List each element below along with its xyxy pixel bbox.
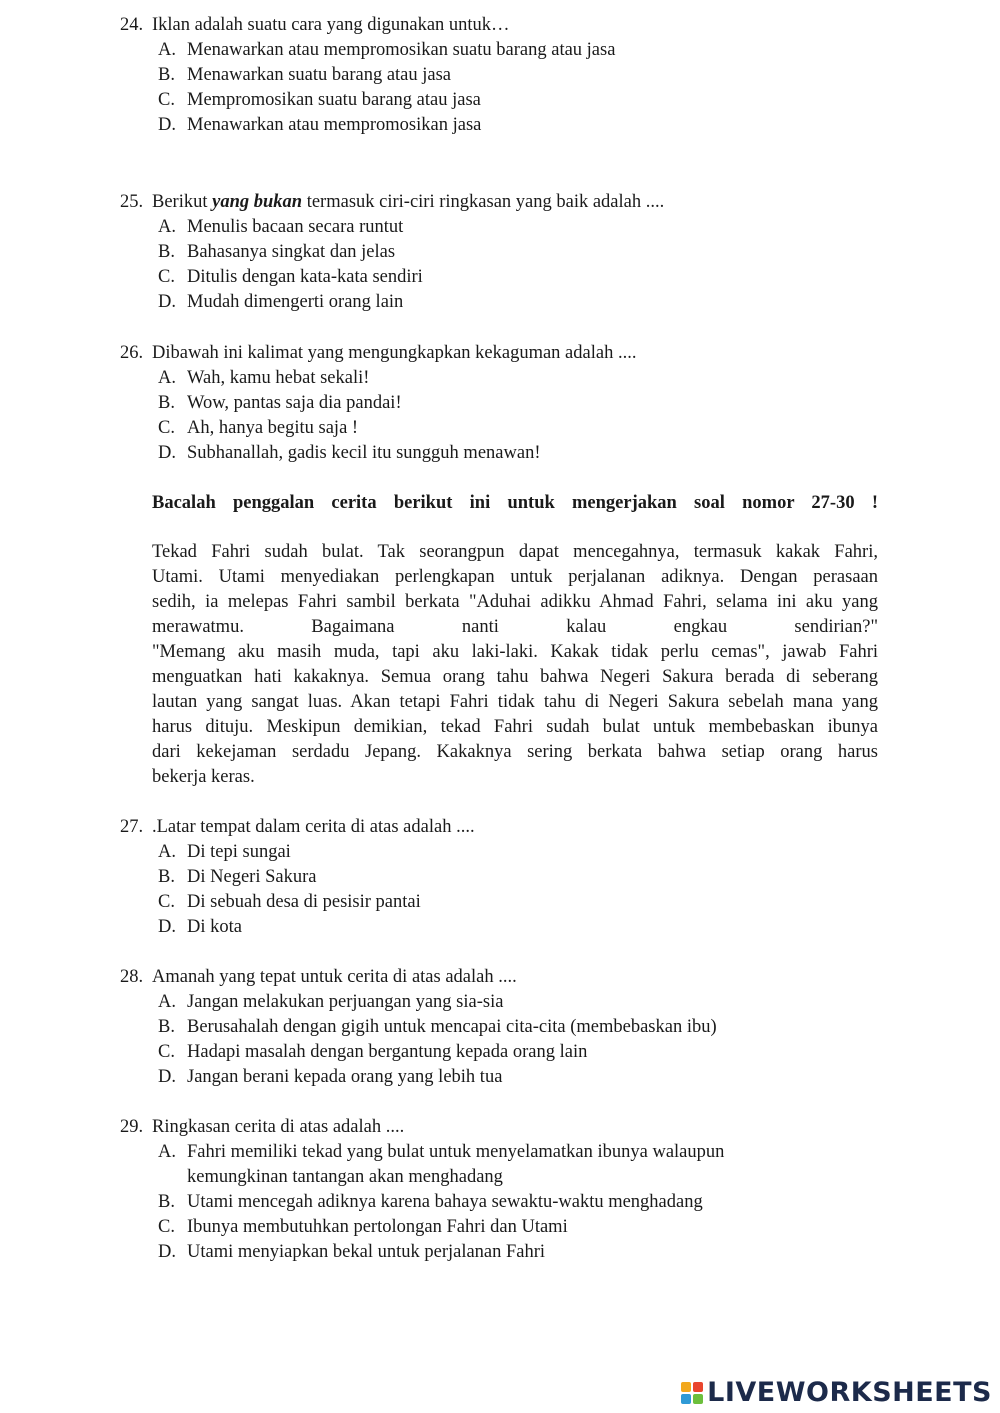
option-letter: B. xyxy=(158,393,175,413)
option-c[interactable] xyxy=(120,890,880,915)
option-text: Ah, hanya begitu saja ! xyxy=(187,418,359,438)
passage-line: merawatmu. Bagaimana nanti kalau engkau sendirian?" xyxy=(152,617,878,637)
option-a[interactable] xyxy=(120,990,880,1015)
question-number: 24. xyxy=(120,15,144,35)
option-list xyxy=(120,366,880,466)
option-text: Wow, pantas saja dia pandai! xyxy=(187,393,402,413)
question-text-pre: Berikut xyxy=(152,192,208,212)
option-text: Di Negeri Sakura xyxy=(187,867,317,887)
option-letter: C. xyxy=(158,1217,175,1237)
option-text: Bahasanya singkat dan jelas xyxy=(187,242,396,262)
option-text: Menawarkan atau mempromosikan jasa xyxy=(187,115,482,135)
option-text: Berusahalah dengan gigih untuk mencapai cita-cita (membebaskan ibu) xyxy=(187,1017,717,1037)
question-text: .Latar tempat dalam cerita di atas adalah .... xyxy=(152,817,475,837)
option-letter: A. xyxy=(158,842,176,862)
passage-line: lautan yang sangat luas. Akan tetapi Fahri tidak tahu di Negeri Sakura sebelah mana yang xyxy=(152,692,878,712)
option-text: Di sebuah desa di pesisir pantai xyxy=(187,892,421,912)
option-a[interactable] xyxy=(120,38,880,63)
option-letter: C. xyxy=(158,90,175,110)
liveworksheets-logo[interactable] xyxy=(681,1377,992,1408)
option-text: Jangan berani kepada orang yang lebih tua xyxy=(187,1067,503,1087)
option-list xyxy=(120,1140,810,1265)
option-letter: D. xyxy=(158,917,176,937)
option-d[interactable] xyxy=(120,1065,880,1090)
question-text: Dibawah ini kalimat yang mengungkapkan kekaguman adalah .... xyxy=(152,343,637,363)
option-b[interactable] xyxy=(120,63,880,88)
question-27 xyxy=(120,815,880,940)
option-c[interactable] xyxy=(120,416,880,441)
option-a[interactable] xyxy=(120,215,880,240)
option-text: Di tepi sungai xyxy=(187,842,291,862)
option-c[interactable] xyxy=(120,1215,810,1240)
question-24 xyxy=(120,13,880,138)
option-text: Wah, kamu hebat sekali! xyxy=(187,368,370,388)
option-letter: A. xyxy=(158,368,176,388)
liveworksheets-logo-text: LIVEWORKSHEETS xyxy=(707,1377,992,1408)
question-text: Ringkasan cerita di atas adalah .... xyxy=(152,1117,405,1137)
option-b[interactable] xyxy=(120,1015,880,1040)
option-list xyxy=(120,990,880,1090)
option-letter: A. xyxy=(158,40,176,60)
option-text: Utami menyiapkan bekal untuk perjalanan Fahri xyxy=(187,1242,546,1262)
option-text: Hadapi masalah dengan bergantung kepada orang lain xyxy=(187,1042,588,1062)
question-number: 26. xyxy=(120,343,144,363)
question-text: Iklan adalah suatu cara yang digunakan untuk… xyxy=(152,15,510,35)
option-c[interactable] xyxy=(120,265,880,290)
passage-line: bekerja keras. xyxy=(152,767,255,787)
question-26 xyxy=(120,341,880,466)
option-text: Utami mencegah adiknya karena bahaya sewaktu-waktu menghadang xyxy=(187,1192,703,1212)
passage-line: menguatkan hati kakaknya. Semua orang tahu bahwa Negeri Sakura berada di seberang xyxy=(152,667,878,687)
option-text: Menulis bacaan secara runtut xyxy=(187,217,404,237)
question-emphasis: yang bukan xyxy=(212,192,303,212)
option-d[interactable] xyxy=(120,1240,810,1265)
option-text: Ibunya membutuhkan pertolongan Fahri dan Utami xyxy=(187,1217,568,1237)
passage-line: "Memang aku masih muda, tapi aku laki-laki. Kakak tidak perlu cemas", jawab Fahri xyxy=(152,642,878,662)
option-text: Di kota xyxy=(187,917,242,937)
question-stem xyxy=(120,815,880,840)
option-d[interactable] xyxy=(120,113,880,138)
question-stem xyxy=(120,190,880,215)
option-a[interactable] xyxy=(120,840,880,865)
question-stem xyxy=(120,13,880,38)
option-letter: C. xyxy=(158,1042,175,1062)
option-list xyxy=(120,215,880,315)
option-letter: C. xyxy=(158,418,175,438)
option-d[interactable] xyxy=(120,290,880,315)
question-text: Amanah yang tepat untuk cerita di atas adalah .... xyxy=(152,967,517,987)
passage-line: sedih, ia melepas Fahri sambil berkata "Aduhai adikku Ahmad Fahri, selama ini aku yang xyxy=(152,592,878,612)
question-stem xyxy=(120,1115,880,1140)
option-letter: C. xyxy=(158,267,175,287)
option-text: Mempromosikan suatu barang atau jasa xyxy=(187,90,481,110)
question-stem xyxy=(120,341,880,366)
option-b[interactable] xyxy=(120,1190,810,1215)
passage-line: Tekad Fahri sudah bulat. Tak seorangpun dapat mencegahnya, termasuk kakak Fahri, xyxy=(152,542,878,562)
option-b[interactable] xyxy=(120,865,880,890)
option-letter: D. xyxy=(158,1067,176,1087)
question-number: 29. xyxy=(120,1117,144,1137)
option-letter: A. xyxy=(158,992,176,1012)
option-text: Subhanallah, gadis kecil itu sungguh menawan! xyxy=(187,443,541,463)
passage-line: harus dituju. Meskipun demikian, tekad Fahri sudah bulat untuk membebaskan ibunya xyxy=(152,717,878,737)
question-stem xyxy=(120,965,880,990)
option-c[interactable] xyxy=(120,88,880,113)
option-list xyxy=(120,38,880,138)
option-letter: A. xyxy=(158,1142,176,1162)
option-d[interactable] xyxy=(120,915,880,940)
question-number: 25. xyxy=(120,192,144,212)
option-a[interactable] xyxy=(120,1140,777,1190)
option-letter: C. xyxy=(158,892,175,912)
option-letter: A. xyxy=(158,217,176,237)
option-letter: D. xyxy=(158,1242,176,1262)
passage-line: dari kekejaman serdadu Jepang. Kakaknya sering berkata bahwa setiap orang harus xyxy=(152,742,878,762)
option-letter: B. xyxy=(158,1017,175,1037)
option-letter: D. xyxy=(158,115,176,135)
option-list xyxy=(120,840,880,940)
question-28 xyxy=(120,965,880,1090)
option-text: Menawarkan suatu barang atau jasa xyxy=(187,65,452,85)
reading-instruction: Bacalah penggalan cerita berikut ini untuk mengerjakan soal nomor 27-30 ! xyxy=(152,493,878,513)
option-letter: B. xyxy=(158,867,175,887)
option-letter: B. xyxy=(158,1192,175,1212)
question-number: 28. xyxy=(120,967,144,987)
question-25 xyxy=(120,190,880,315)
liveworksheets-logo-icon xyxy=(681,1382,703,1404)
story-passage xyxy=(152,540,878,790)
option-b[interactable] xyxy=(120,240,880,265)
option-a[interactable] xyxy=(120,366,880,391)
passage-line: Utami. Utami menyediakan perlengkapan untuk perjalanan adiknya. Dengan perasaan xyxy=(152,567,878,587)
option-text: Fahri memiliki tekad yang bulat untuk menyelamatkan ibunya walaupun kemungkinan tantangan akan menghadang xyxy=(187,1142,725,1187)
option-b[interactable] xyxy=(120,391,880,416)
option-letter: B. xyxy=(158,65,175,85)
option-text: Mudah dimengerti orang lain xyxy=(187,292,404,312)
question-29 xyxy=(120,1115,880,1265)
question-text-post: termasuk ciri-ciri ringkasan yang baik adalah .... xyxy=(306,192,665,212)
option-letter: D. xyxy=(158,292,176,312)
option-d[interactable] xyxy=(120,441,880,466)
option-text: Ditulis dengan kata-kata sendiri xyxy=(187,267,423,287)
option-text: Menawarkan atau mempromosikan suatu barang atau jasa xyxy=(187,40,616,60)
option-c[interactable] xyxy=(120,1040,880,1065)
question-number: 27. xyxy=(120,817,144,837)
option-letter: D. xyxy=(158,443,176,463)
option-text: Jangan melakukan perjuangan yang sia-sia xyxy=(187,992,504,1012)
option-letter: B. xyxy=(158,242,175,262)
